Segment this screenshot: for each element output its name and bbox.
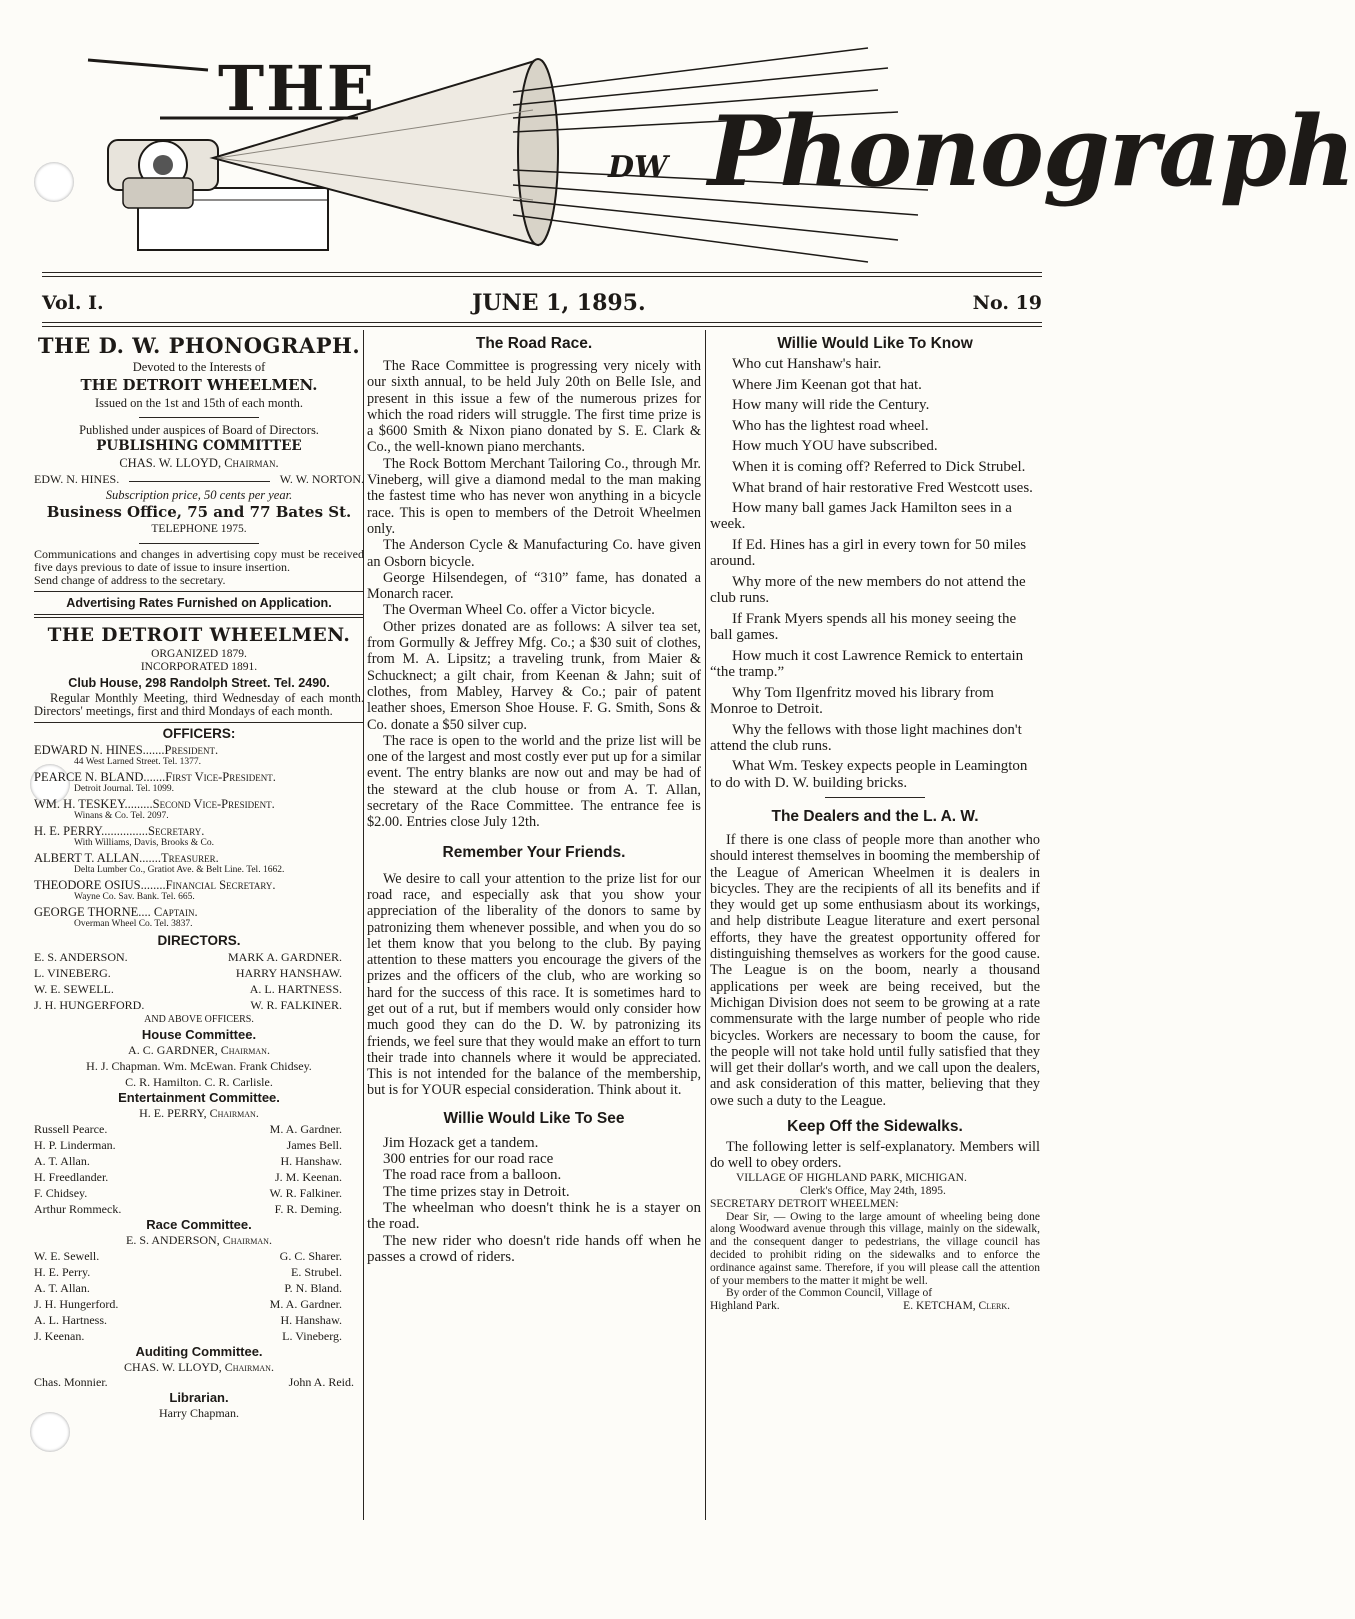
column-divider-2 [705, 330, 706, 1520]
officer-entry [34, 824, 364, 849]
road-race-article [367, 358, 701, 831]
entertainment-chair: H. E. PERRY, Chairman. [139, 1106, 259, 1121]
house-committee-heading: House Committee. [141, 1027, 257, 1043]
officer-detail: With Williams, Davis, Brooks & Co. [74, 838, 214, 849]
letter-signature [710, 1300, 1040, 1313]
house-line-2: C. R. Hamilton. C. R. Carlisle. [125, 1075, 273, 1090]
officer-entry [34, 878, 364, 903]
letter-body: Dear Sir, — Owing to the large amount of wheeling being done along Woodward avenue through this village, mainly on the sidewalk, and the consequent danger to pedestrians, the village council has decided to prohibit riding on the sidewalks and to enforce the ordinance against same. Therefore, if you will please call the attention of your members to the matter it might be well. [710, 1210, 1040, 1287]
race-committee-row [34, 1248, 364, 1264]
name-right: A. L. HARTNESS. [249, 982, 342, 997]
know-item: Why more of the new members do not attend the club runs. [710, 573, 1026, 607]
race-paragraph: The race is open to the world and the prize list will be one of the largest and most costly ever put up for a similar event. The entry blanks are now out and may be had of the steward at the club house or from A. T. Allan, secretary of the Race Committee. The entrance fee is $2.00. Entries close July 12th. [367, 732, 701, 831]
meetings: Regular Monthly Meeting, third Wednesday of each month. Directors' meetings, first and third Mondays of each month. [34, 691, 364, 719]
director-row [34, 965, 364, 981]
member-rule [129, 471, 269, 482]
name-left: H. Freedlander. [34, 1170, 109, 1185]
race-chair: E. S. ANDERSON, Chairman. [126, 1233, 272, 1248]
name-left: J. H. HUNGERFORD. [34, 998, 145, 1013]
divider [34, 722, 364, 723]
know-item: What Wm. Teskey expects people in Leamington to do with D. W. building bricks. [710, 758, 1028, 791]
publishing-members [34, 471, 364, 487]
race-paragraph: The Rock Bottom Merchant Tailoring Co., through Mr. Vineberg, will give a diamond medal to the man making the fastest time who has never won anything in a bicycle race. This is open to members of the Detroit Wheelmen only. [367, 455, 701, 537]
name-left: W. E. SEWELL. [34, 982, 114, 997]
race-paragraph: The Race Committee is progressing very nicely with our sixth annual, to be held July 20th on Belle Isle, and present in this issue a few of the numerous prizes for which the road riders will struggle. The first time prize is a $600 Smith & Nixon piano donated by S. E. Clark & Co., the well-known piano merchants. [367, 358, 701, 456]
officer-line: H. E. PERRY...............Secretary. [34, 824, 205, 839]
know-item: If Frank Myers spends all his money seeing the ball games. [710, 610, 1017, 644]
name-right: P. N. Bland. [284, 1281, 342, 1296]
wheelmen-title: THE DETROIT WHEELMEN. [47, 625, 351, 647]
officer-detail: Detroit Journal. Tel. 1099. [74, 784, 174, 795]
name-left: A. T. Allan. [34, 1154, 90, 1169]
officer-line: EDWARD N. HINES.......President. [34, 743, 219, 758]
name-left: A. L. Hartness. [34, 1313, 107, 1328]
officer-detail: Winans & Co. Tel. 2097. [74, 811, 169, 822]
know-item: What brand of hair restorative Fred Westcott uses. [732, 479, 1033, 496]
officer-detail: 44 West Larned Street. Tel. 1377. [74, 757, 201, 768]
rule-top-1 [42, 272, 1042, 273]
publishing-chair: CHAS. W. LLOYD, Chairman. [119, 456, 279, 470]
rule-mid-2 [42, 326, 1042, 327]
race-paragraph: The Anderson Cycle & Manufacturing Co. have given an Osborn bicycle. [367, 537, 701, 570]
officer-detail: Overman Wheel Co. Tel. 3837. [74, 919, 193, 930]
know-item: How many ball games Jack Hamilton sees in a week. [710, 500, 1012, 533]
name-right: James Bell. [286, 1138, 342, 1153]
letter-salutation: SECRETARY DETROIT WHEELMEN: [710, 1197, 899, 1210]
officer-line: GEORGE THORNE.... Captain. [34, 905, 198, 920]
know-item: Why the fellows with those light machines don't attend the club runs. [710, 721, 1022, 754]
know-item: Who cut Hanshaw's hair. [732, 356, 882, 372]
entertainment-row [34, 1121, 364, 1137]
name-right: M. A. Gardner. [269, 1122, 342, 1137]
auditing-heading: Auditing Committee. [135, 1344, 263, 1360]
officer-detail: Delta Lumber Co., Gratiot Ave. & Belt Line. Tel. 1662. [74, 865, 285, 876]
auditor-2: John A. Reid. [288, 1375, 354, 1390]
know-item: How much YOU have subscribed. [732, 438, 938, 455]
column-road-race [367, 332, 701, 1265]
club-house: Club House, 298 Randolph Street. Tel. 2490. [68, 676, 330, 691]
name-left: J. Keenan. [34, 1329, 85, 1344]
road-race-heading: The Road Race. [475, 335, 593, 352]
see-item: Jim Hozack get a tandem. [383, 1134, 539, 1151]
willie-see-heading: Willie Would Like To See [443, 1109, 625, 1127]
director-row [34, 949, 364, 965]
name-left: H. E. Perry. [34, 1265, 91, 1280]
dealers-article: If there is one class of people more than another who should interest themselves in booming the membership of the League of American Wheelmen it is dealers in bicycles. They are the recipients of all its benefits and if they would get up some enthusiasm about its workings, and help distribute League literature and exert personal efforts, they have the greatest opportunity offered for distinguishing themselves as workers for the good cause. The League is on the boom, nearly a thousand applications per week are being received, but the Michigan Division does not seem to be growing at a rate commensurate with the large number of people who ride bicycles. Workers are necessary to boom the cause, for the people will not take hold until fully satisfied that they will get their dollar's worth, and we call upon the dealers, and ask consideration of this matter, believing that they owe such a duty to the League. [710, 831, 1040, 1109]
race-paragraph: George Hilsendegen, of “310” fame, has donated a Monarch racer. [367, 569, 701, 603]
name-right: MARK A. GARDNER. [227, 950, 342, 965]
know-item: How much it cost Lawrence Remick to entertain “the tramp.” [710, 647, 1024, 681]
friends-heading: Remember Your Friends. [442, 843, 626, 861]
column-willie-know [710, 332, 1040, 1313]
officers-heading: OFFICERS: [162, 726, 236, 742]
published-line: Published under auspices of Board of Directors. [79, 423, 319, 437]
above-officers: AND ABOVE OFFICERS. [144, 1014, 254, 1026]
entertainment-row [34, 1169, 364, 1185]
divider [139, 417, 259, 418]
directors-heading: DIRECTORS. [157, 933, 241, 949]
masthead-monogram: DW [608, 150, 668, 185]
letter-office: Clerk's Office, May 24th, 1895. [800, 1184, 946, 1197]
dealers-heading: The Dealers and the L. A. W. [771, 807, 979, 825]
officer-entry [34, 797, 364, 822]
address-note: Send change of address to the secretary. [34, 573, 226, 588]
know-item: If Ed. Hines has a girl in every town for 50 miles around. [710, 537, 1027, 570]
race-paragraph: Other prizes donated are as follows: A silver tea set, from Gormully & Jeffrey Mfg. Co.; a $30 suit of clothes, from M. A. Lipsitz; a traveling trunk, from Maier & Schucknect; a gilt chair, from Keenan & Jahn; suit of clothes, from Mabley, Harvey & Co.; pair of patent leather shoes, Emerson Shoe House. F. G. Smith, Sons & Co. donate a $50 silver cup. [367, 618, 701, 733]
masthead [68, 40, 1355, 272]
know-item: Why Tom Ilgenfritz moved his library from Monroe to Detroit. [710, 684, 994, 717]
name-right: J. M. Keenan. [275, 1170, 342, 1185]
willie-see-list [367, 1135, 701, 1265]
officer-entry [34, 851, 364, 876]
officer-detail: Wayne Co. Sav. Bank. Tel. 665. [74, 892, 195, 903]
issue-bar [42, 290, 1042, 318]
see-item: The time prizes stay in Detroit. [383, 1183, 570, 1200]
house-line-1: H. J. Chapman. Wm. McEwan. Frank Chidsey. [86, 1059, 312, 1074]
name-left: J. H. Hungerford. [34, 1297, 119, 1312]
race-paragraph: The Overman Wheel Co. offer a Victor bicycle. [383, 602, 655, 619]
divider [34, 591, 364, 592]
officer-entry [34, 770, 364, 795]
officers-list [34, 743, 364, 930]
name-right: F. R. Deming. [274, 1202, 342, 1217]
paper-title: THE D. W. PHONOGRAPH. [37, 333, 361, 358]
name-left: L. VINEBERG. [34, 966, 111, 981]
letter-place: Highland Park. [710, 1300, 780, 1313]
devoted-line: Devoted to the Interests of [132, 360, 266, 374]
masthead-title: Phonograph [708, 95, 1355, 208]
race-committee-row [34, 1312, 364, 1328]
see-item: The new rider who doesn't ride hands off when he passes a crowd of riders. [367, 1232, 701, 1265]
race-committee-heading: Race Committee. [146, 1217, 252, 1233]
entertainment-row [34, 1201, 364, 1217]
entertainment-list [34, 1121, 364, 1217]
name-left: H. P. Linderman. [34, 1138, 116, 1153]
entertainment-row [34, 1185, 364, 1201]
business-office: Business Office, 75 and 77 Bates St. [46, 503, 352, 521]
member-right: W. W. NORTON. [279, 472, 364, 486]
librarian: Harry Chapman. [159, 1406, 239, 1421]
divider [34, 614, 364, 615]
auditing-chair: CHAS. W. LLOYD, Chairman. [124, 1360, 274, 1375]
name-left: W. E. Sewell. [34, 1249, 100, 1264]
name-left: F. Chidsey. [34, 1186, 88, 1201]
name-right: H. Hanshaw. [280, 1154, 342, 1169]
name-right: L. Vineberg. [282, 1329, 342, 1344]
race-committee-row [34, 1328, 364, 1344]
sidewalks-intro: The following letter is self-explanatory. Members will do well to obey orders. [710, 1139, 1040, 1172]
race-committee-list [34, 1248, 364, 1344]
name-right: H. Hanshaw. [280, 1313, 342, 1328]
issued-line: Issued on the 1st and 15th of each month. [95, 396, 303, 410]
officer-line: PEARCE N. BLAND.......First Vice-President. [34, 770, 276, 785]
know-item: When it is coming off? Referred to Dick Strubel. [732, 458, 1026, 475]
letter-order: By order of the Common Council, Village of [726, 1287, 933, 1300]
race-committee-row [34, 1280, 364, 1296]
divider [825, 797, 925, 798]
entertainment-heading: Entertainment Committee. [118, 1090, 280, 1106]
entertainment-row [34, 1137, 364, 1153]
auditor-1: Chas. Monnier. [34, 1375, 108, 1390]
incorporated: INCORPORATED 1891. [140, 661, 258, 674]
telephone: TELEPHONE 1975. [151, 523, 247, 535]
letter-village: VILLAGE OF HIGHLAND PARK, MICHIGAN. [736, 1171, 967, 1184]
club-name: THE DETROIT WHEELMEN. [80, 376, 318, 394]
volume: Vol. I. [42, 292, 104, 314]
letter-clerk: E. KETCHAM, Clerk. [903, 1300, 1010, 1313]
house-chair: A. C. GARDNER, Chairman. [128, 1043, 270, 1058]
officer-entry [34, 905, 364, 930]
column-masthead-info [34, 332, 364, 1421]
divider [34, 617, 364, 618]
willie-know-list [710, 356, 1040, 791]
name-left: A. T. Allan. [34, 1281, 90, 1296]
masthead-the: THE [218, 52, 376, 125]
name-right: M. A. Gardner. [269, 1297, 342, 1312]
name-right: G. C. Sharer. [279, 1249, 342, 1264]
advertising-rates: Advertising Rates Furnished on Application. [66, 596, 332, 611]
know-item: How many will ride the Century. [732, 397, 930, 414]
officer-line: WM. H. TESKEY.........Second Vice-President. [34, 797, 275, 812]
sidewalks-heading: Keep Off the Sidewalks. [787, 1118, 963, 1136]
willie-know-heading: Willie Would Like To Know [777, 335, 973, 352]
auditing-members [34, 1375, 364, 1390]
name-right: W. R. Falkiner. [269, 1186, 342, 1201]
officer-entry [34, 743, 364, 768]
subscription: Subscription price, 50 cents per year. [105, 488, 293, 502]
name-right: HARRY HANSHAW. [235, 966, 342, 981]
know-item: Who has the lightest road wheel. [732, 417, 929, 434]
officer-line: THEODORE OSIUS........Financial Secretary. [34, 878, 276, 893]
rule-top-2 [42, 276, 1042, 277]
issue-number: No. 19 [972, 292, 1042, 314]
race-committee-row [34, 1264, 364, 1280]
librarian-heading: Librarian. [169, 1390, 229, 1406]
director-row [34, 997, 364, 1013]
name-left: E. S. ANDERSON. [34, 950, 128, 965]
divider [139, 543, 259, 544]
directors-list [34, 949, 364, 1013]
member-left: EDW. N. HINES. [34, 472, 120, 486]
know-item: Where Jim Keenan got that hat. [732, 376, 922, 393]
rule-mid-1 [42, 322, 1042, 323]
name-left: Arthur Rommeck. [34, 1202, 122, 1217]
name-left: Russell Pearce. [34, 1122, 108, 1137]
officer-line: ALBERT T. ALLAN.......Treasurer. [34, 851, 219, 866]
name-right: W. R. FALKINER. [250, 998, 342, 1013]
issue-date: JUNE 1, 1895. [472, 290, 646, 316]
name-right: E. Strubel. [291, 1265, 342, 1280]
entertainment-row [34, 1153, 364, 1169]
communications-note: Communications and changes in advertising copy must be received five days previous to date of issue to insure insertion. [34, 547, 364, 574]
see-item: The road race from a balloon. [383, 1167, 562, 1184]
see-item: The wheelman who doesn't think he is a stayer on the road. [367, 1199, 701, 1233]
friends-article: We desire to call your attention to the prize list for our road race, and especially ask that you show your appreciation of the liberality of the donors to same by patronizing them whenever possible, and when you do so let them know that you belong to the club. By paying attention to these matters you encourage the givers of the prizes and the officers of the club, who are working so hard for the success of this race. It is sometimes hard to get out of a rut, but if members would only consider how much good they can do the D. W. by patronizing its friends, we feel sure that they would make an effort to turn their trade into channels where it would be appreciated. This is not intended for the balance of the membership, but is for YOUR especial consideration. Think about it. [367, 870, 701, 1099]
race-committee-row [34, 1296, 364, 1312]
see-item: 300 entries for our road race [383, 1151, 554, 1168]
director-row [34, 981, 364, 997]
organized: ORGANIZED 1879. [151, 648, 247, 661]
publishing-committee: PUBLISHING COMMITTEE [96, 438, 302, 454]
